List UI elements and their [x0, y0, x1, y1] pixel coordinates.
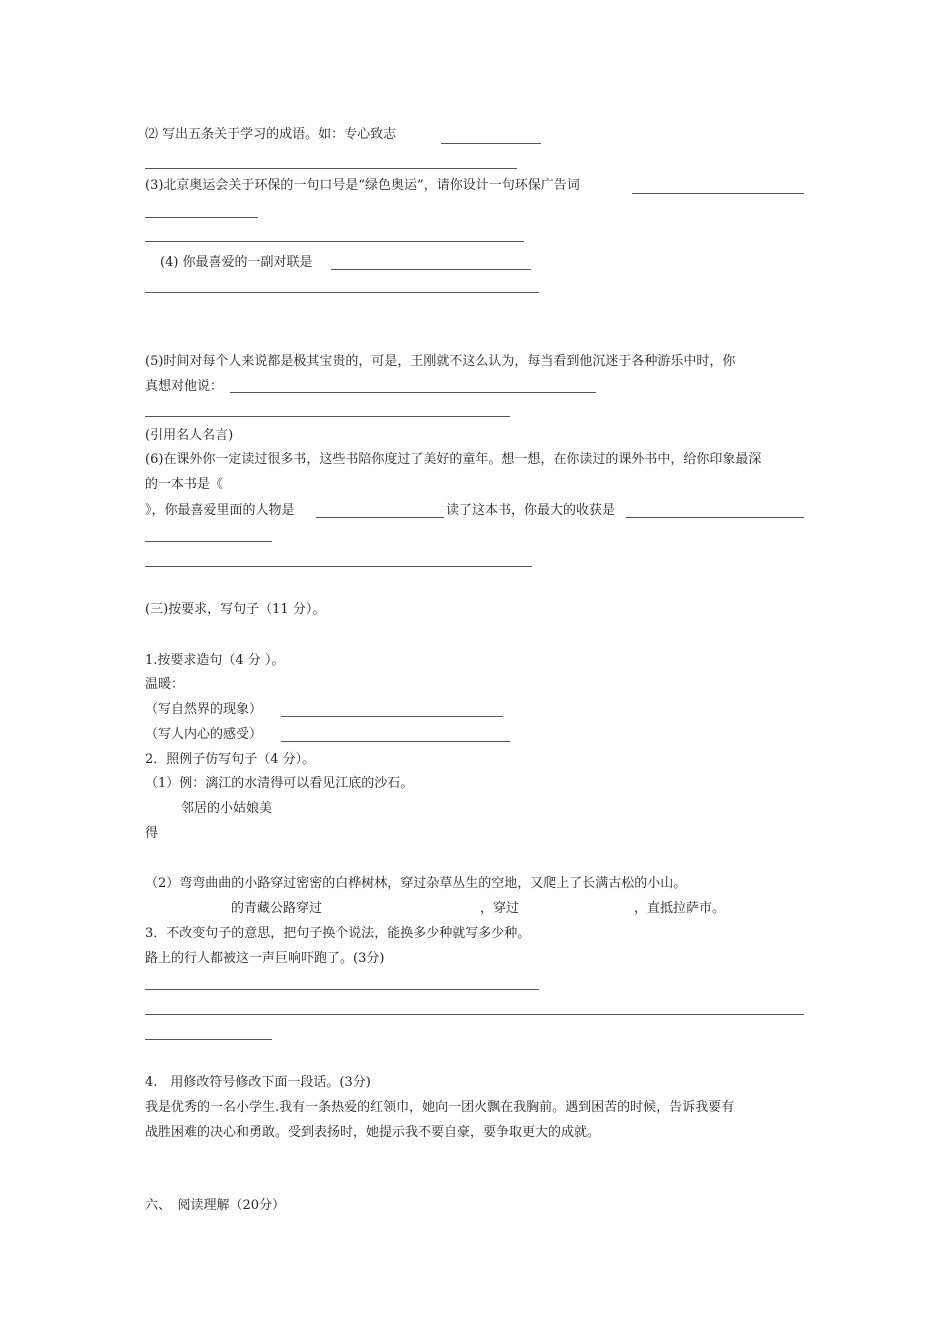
- q4-text: (4) 你最喜爱的一副对联是: [160, 255, 313, 270]
- s1-a: （写自然界的现象）: [145, 702, 263, 717]
- s3-title: 3．不改变句子的意思，把句子换个说法，能换多少种就写多少种。: [145, 926, 531, 941]
- s3-blank-2[interactable]: [145, 1014, 804, 1015]
- q6-line3a: 》，你最喜爱里面的人物是: [145, 503, 295, 518]
- q6-blank-gain-2[interactable]: [145, 541, 272, 542]
- s2-ex1-fill: 邻居的小姑娘美: [181, 801, 273, 816]
- q2-blank-1[interactable]: [441, 143, 541, 144]
- s1-a-blank[interactable]: [281, 716, 503, 717]
- q5-note: (引用名人名言): [145, 428, 234, 443]
- section6-title: 六、 阅读理解（20分）: [145, 1198, 286, 1213]
- s1-b-blank[interactable]: [281, 741, 510, 742]
- q2-blank-2[interactable]: [145, 168, 517, 169]
- q3-blank-3[interactable]: [145, 241, 524, 242]
- q6-line3b: 读了这本书，你最大的收获是: [446, 503, 616, 518]
- s1-word: 温暖：: [145, 677, 185, 692]
- q2-text: ⑵ 写出五条关于学习的成语。如：专心致志: [145, 127, 397, 142]
- s4-line1: 我是优秀的一名小学生.我有一条热爱的红领巾，她向一团火飘在我胸前。遇到困苦的时候，告诉我要有: [145, 1100, 735, 1115]
- s4-title: 4. 用修改符号修改下面一段话。(3分): [145, 1075, 371, 1090]
- s2-ex2-c: ，直抵拉萨市。: [634, 901, 726, 916]
- s2-title: 2．照例子仿写句子（4 分）。: [145, 752, 316, 767]
- s3-blank-3[interactable]: [145, 1039, 272, 1040]
- s2-ex1-fill2: 得: [145, 826, 159, 841]
- q3-blank-2[interactable]: [145, 217, 258, 218]
- q4-blank-2[interactable]: [145, 292, 539, 293]
- s2-ex2-b: ，穿过: [480, 901, 520, 916]
- section3-title: (三)按要求，写句子（11 分）。: [145, 602, 326, 617]
- s4-line2: 战胜困难的决心和勇敢。受到表扬时，她提示我不要自豪，要争取更大的成就。: [145, 1125, 601, 1140]
- q6-line1: (6)在课外你一定读过很多书，这些书陪你度过了美好的童年。想一想，在你读过的课外书中，给你印象最深: [145, 452, 762, 467]
- s1-b: （写人内心的感受）: [145, 727, 263, 742]
- q3-blank-1[interactable]: [632, 193, 804, 194]
- q5-line2: 真想对他说：: [145, 379, 224, 394]
- q5-line1: (5)时间对每个人来说都是极其宝贵的，可是，王刚就不这么认为，每当看到他沉迷于各种游乐中时，你: [145, 354, 736, 369]
- q5-blank-2[interactable]: [145, 416, 510, 417]
- s1-title: 1.按要求造句（4 分 ）。: [145, 653, 285, 668]
- s2-ex2: （2）弯弯曲曲的小路穿过密密的白桦树林，穿过杂草丛生的空地，又爬上了长满古松的小山。: [145, 876, 687, 891]
- s3-sentence: 路上的行人都被这一声巨响吓跑了。(3分): [145, 951, 385, 966]
- q6-line2: 的一本书是《: [145, 477, 224, 492]
- q6-blank-character[interactable]: [316, 517, 444, 518]
- q4-blank-1[interactable]: [331, 269, 531, 270]
- q6-blank-gain-1[interactable]: [626, 517, 804, 518]
- q5-blank-1[interactable]: [230, 392, 596, 393]
- s2-ex1: （1）例：漓江的水清得可以看见江底的沙石。: [145, 776, 414, 791]
- q6-blank-gain-3[interactable]: [145, 566, 532, 567]
- s3-blank-1[interactable]: [145, 989, 539, 990]
- s2-ex2-a: 的青藏公路穿过: [231, 901, 323, 916]
- q3-text: (3)北京奥运会关于环保的一句口号是“绿色奥运”，请你设计一句环保广告词: [145, 178, 580, 193]
